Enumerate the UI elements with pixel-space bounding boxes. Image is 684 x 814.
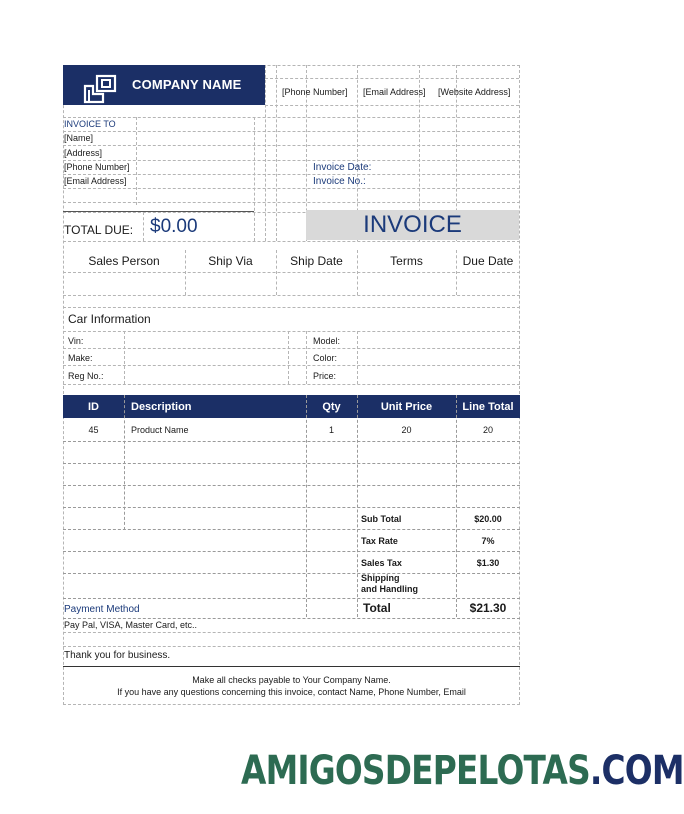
invoice-sheet xyxy=(63,65,520,705)
tax-rate-value: 7% xyxy=(481,536,495,546)
company-website: [Website Address] xyxy=(438,87,511,97)
grid-line xyxy=(63,307,520,308)
grid-line xyxy=(265,65,266,241)
ship-date-header: Ship Date xyxy=(290,254,343,268)
footer-checks-note: Make all checks payable to Your Company Name. xyxy=(192,675,391,685)
due-date-header: Due Date xyxy=(462,254,514,268)
grid-line xyxy=(63,348,520,349)
grid-line xyxy=(288,331,289,384)
grid-line xyxy=(63,704,520,705)
description-header: Description xyxy=(131,400,192,413)
shipping-label xyxy=(361,573,456,595)
company-name: COMPANY NAME xyxy=(132,77,242,92)
sales-tax-value: $1.30 xyxy=(476,558,500,568)
grid-line xyxy=(63,202,520,203)
unit-price-header: Unit Price xyxy=(380,400,433,413)
grid-line xyxy=(63,188,520,189)
tax-rate-label: Tax Rate xyxy=(361,536,398,546)
company-banner xyxy=(63,65,265,105)
grid-line xyxy=(63,463,520,464)
grid-line xyxy=(63,272,520,273)
grid-line xyxy=(63,485,520,486)
grid-line xyxy=(63,295,520,296)
item-id: 45 xyxy=(88,425,99,435)
id-header: ID xyxy=(88,400,99,413)
watermark-suffix: .COM xyxy=(589,748,684,794)
color-label: Color: xyxy=(313,352,338,363)
bill-to-email: [Email Address] xyxy=(64,176,127,186)
footer-contact-note: If you have any questions concerning this invoice, contact Name, Phone Number, Email xyxy=(117,687,466,697)
subtotal-label: Sub Total xyxy=(361,514,402,524)
shipping-label-line1: Shipping xyxy=(361,573,400,583)
grid-line xyxy=(124,331,125,384)
grid-line xyxy=(63,507,520,508)
shipping-label-line2: and Handling xyxy=(361,584,418,594)
invoice-to-heading: INVOICE TO xyxy=(64,119,116,129)
grid-line xyxy=(265,105,519,106)
vin-label: Vin: xyxy=(68,335,84,346)
grid-line xyxy=(357,331,358,384)
grid-line xyxy=(276,65,277,241)
watermark-main: AMIGOSDEPELOTAS xyxy=(241,748,590,794)
car-info-heading: Car Information xyxy=(68,312,151,326)
reg-no-label: Reg No.: xyxy=(68,370,104,381)
thank-you-note: Thank you for business. xyxy=(64,649,171,661)
make-label: Make: xyxy=(68,352,93,363)
company-logo-icon xyxy=(83,74,117,104)
total-label: Total xyxy=(363,601,391,615)
watermark xyxy=(241,748,684,794)
footer-divider xyxy=(63,666,520,667)
model-label: Model: xyxy=(313,335,341,346)
grid-line xyxy=(63,632,520,633)
grid-line xyxy=(63,331,520,332)
grid-line xyxy=(63,551,520,552)
ship-via-header: Ship Via xyxy=(208,254,253,268)
terms-header: Terms xyxy=(390,254,423,268)
total-due-value: $0.00 xyxy=(150,216,198,237)
company-phone: [Phone Number] xyxy=(282,87,348,97)
payment-methods: Pay Pal, VISA, Master Card, etc.. xyxy=(64,620,198,630)
invoice-date-label: Invoice Date: xyxy=(313,161,372,173)
subtotal-value: $20.00 xyxy=(474,514,502,524)
grid-line xyxy=(63,384,520,385)
line-total-header: Line Total xyxy=(462,400,514,413)
bill-to-address: [Address] xyxy=(64,147,103,158)
grid-line xyxy=(63,441,520,442)
bill-to-phone: [Phone Number] xyxy=(64,162,130,172)
grid-line xyxy=(63,529,520,530)
item-qty: 1 xyxy=(328,425,334,435)
price-label: Price: xyxy=(313,370,337,381)
invoice-number-label: Invoice No.: xyxy=(313,175,366,187)
qty-header: Qty xyxy=(322,400,341,413)
grid-line xyxy=(63,365,520,366)
total-value: $21.30 xyxy=(469,601,507,615)
invoice-title: INVOICE xyxy=(306,210,519,240)
sales-tax-label: Sales Tax xyxy=(361,558,402,568)
item-unit-price: 20 xyxy=(401,425,412,435)
item-line-total: 20 xyxy=(482,425,493,435)
sales-person-header: Sales Person xyxy=(88,254,160,268)
grid-line xyxy=(254,117,255,241)
payment-method-heading: Payment Method xyxy=(64,603,140,615)
total-due-label: TOTAL DUE: xyxy=(64,223,134,237)
company-email: [Email Address] xyxy=(363,87,426,97)
grid-line xyxy=(306,331,307,384)
item-description: Product Name xyxy=(131,425,189,435)
bill-to-name: [Name] xyxy=(64,133,94,143)
